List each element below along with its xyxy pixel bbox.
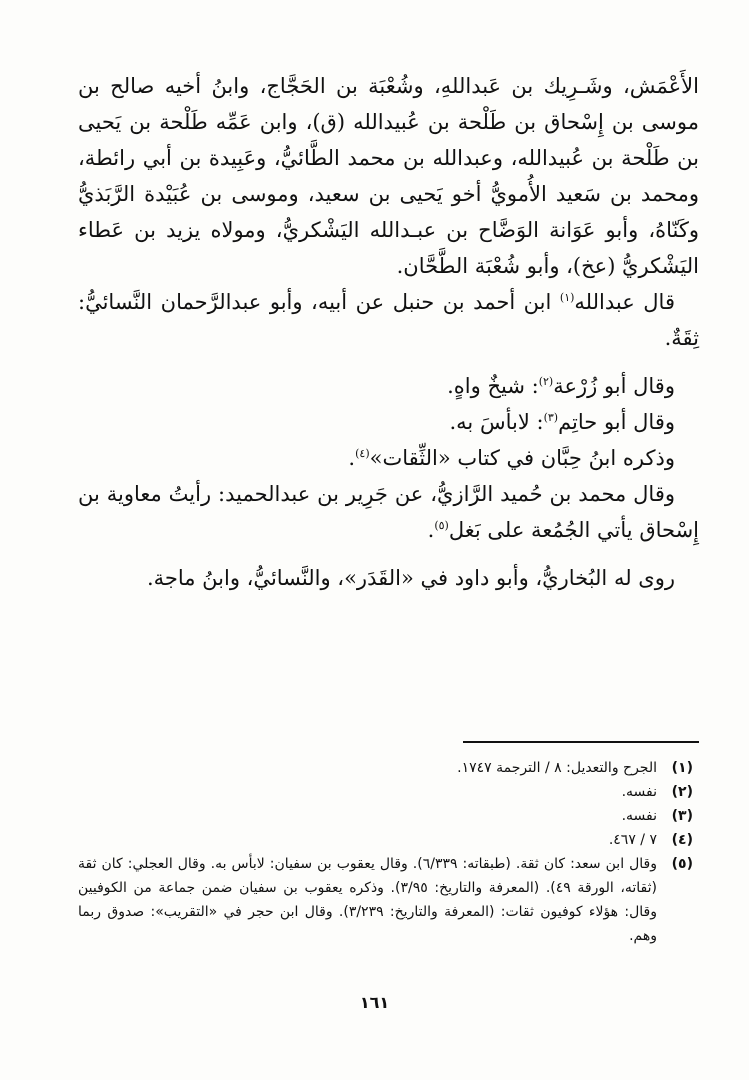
paragraph-prefix: قال عبدالله [574,290,675,314]
footnote-number: (١) [671,760,693,776]
paragraph-text: : شيخٌ واهٍ. [447,374,539,398]
footnote-4 [78,828,693,852]
paragraph-narrated-by [78,560,699,596]
paragraph-prefix: وقال أبو زُرْعة [553,374,675,398]
footnote-text: نفسه. [621,808,657,824]
paragraph-text: : لابأسَ به. [449,410,544,434]
footnote-5 [78,852,693,948]
footnote-number: (٥) [671,856,693,872]
paragraph-text: الأَعْمَش، وشَـرِيك بن عَبداللهِ، وشُعْبَة بن الحَجَّاج، وابنُ أخيه صالح بن موسى بن إِسْحاق بن طَلْحة بن عُبيدالله (ق)، وابن عَمِّه طَلْحة بن يَحيى بن طَلْحة بن عُبيدالله، وعبدالله بن محمد الطَّائيُّ، وعَبِيدة بن أبي رائطة، ومحمد بن سَعيد الأُمويُّ أخو يَحيى بن سعيد، وموسى بن عُبَيْدة الرَّبَذيُّ وكَنّاهُ، وأبو عَوَانة الوَضَّاح بن عبـدالله اليَشْكريُّ، ومولاه يزيد بن عَطاء اليَشْكريُّ (عخ)، وأبو شُعْبَة الطَّحَّان. [78,74,699,278]
footnote-ref-2[interactable]: (٢) [538,375,554,388]
footnote-ref-3[interactable]: (٣) [543,411,559,424]
sentence-end: . [348,446,356,470]
footnote-text: وقال ابن سعد: كان ثقة. (طبقاته: ٦/٣٣٩). وقال يعقوب بن سفيان: لابأس به. وقال العجلي: كان ثقة (ثقاته، الورقة ٤٩). (المعرفة والتاريخ: ٣/٩٥). وذكره يعقوب بن سفيان ضمن جماعة من الكوفيين وقال: هؤلاء كوفيون ثقات: (المعرفة والتاريخ: ٣/٢٣٩). وقال ابن حجر في «التقريب»: صدوق ربما وهم. [78,856,657,944]
footnote-text: ٧ / ٤٦٧. [608,832,657,848]
footnote-ref-5[interactable]: (٥) [434,519,449,532]
sentence-end: . [427,518,435,542]
paragraph-text: روى له البُخاريُّ، وأبو داود في «القَدَر»، والنَّسائيُّ، وابنُ ماجة. [146,566,675,590]
footnote-number: (٢) [671,784,693,800]
footnote-ref-4[interactable]: (٤) [355,447,370,460]
footnote-2 [78,780,693,804]
paragraph-ibn-hibban [78,440,699,476]
footnote-text: الجرح والتعديل: ٨ / الترجمة ١٧٤٧. [457,760,657,776]
paragraph-jarir [78,476,699,548]
page-number: ١٦١ [359,993,390,1012]
footnote-3 [78,804,693,828]
paragraph-abu-zura [78,368,699,404]
paragraph-text: وقال محمد بن حُميد الرَّازيُّ، عن جَرِير بن عبدالحميد: رأيتُ معاوية بن إِسْحاق يأتي الجُمُعة على بَغل [78,482,699,542]
footnote-number: (٣) [671,808,693,824]
footnote-ref-1[interactable]: (١) [559,291,575,304]
paragraph-prefix: وقال أبو حاتِم [558,410,675,434]
paragraph-text: ابن أحمد بن حنبل عن أبيه، وأبو عبدالرَّحمان النَّسائيُّ: ثِقَةٌ. [78,290,699,350]
paragraph-narrators [78,68,699,284]
footnotes [78,756,693,948]
paragraph-abu-hatim [78,404,699,440]
paragraph-text: وذكره ابنُ حِبَّان في كتاب «الثِّقات» [369,446,675,470]
paragraph-abdullah [78,284,699,356]
footnote-number: (٤) [671,832,693,848]
main-text [78,68,699,596]
footnote-1 [78,756,693,780]
footnote-text: نفسه. [621,784,657,800]
footnote-separator [463,741,699,743]
